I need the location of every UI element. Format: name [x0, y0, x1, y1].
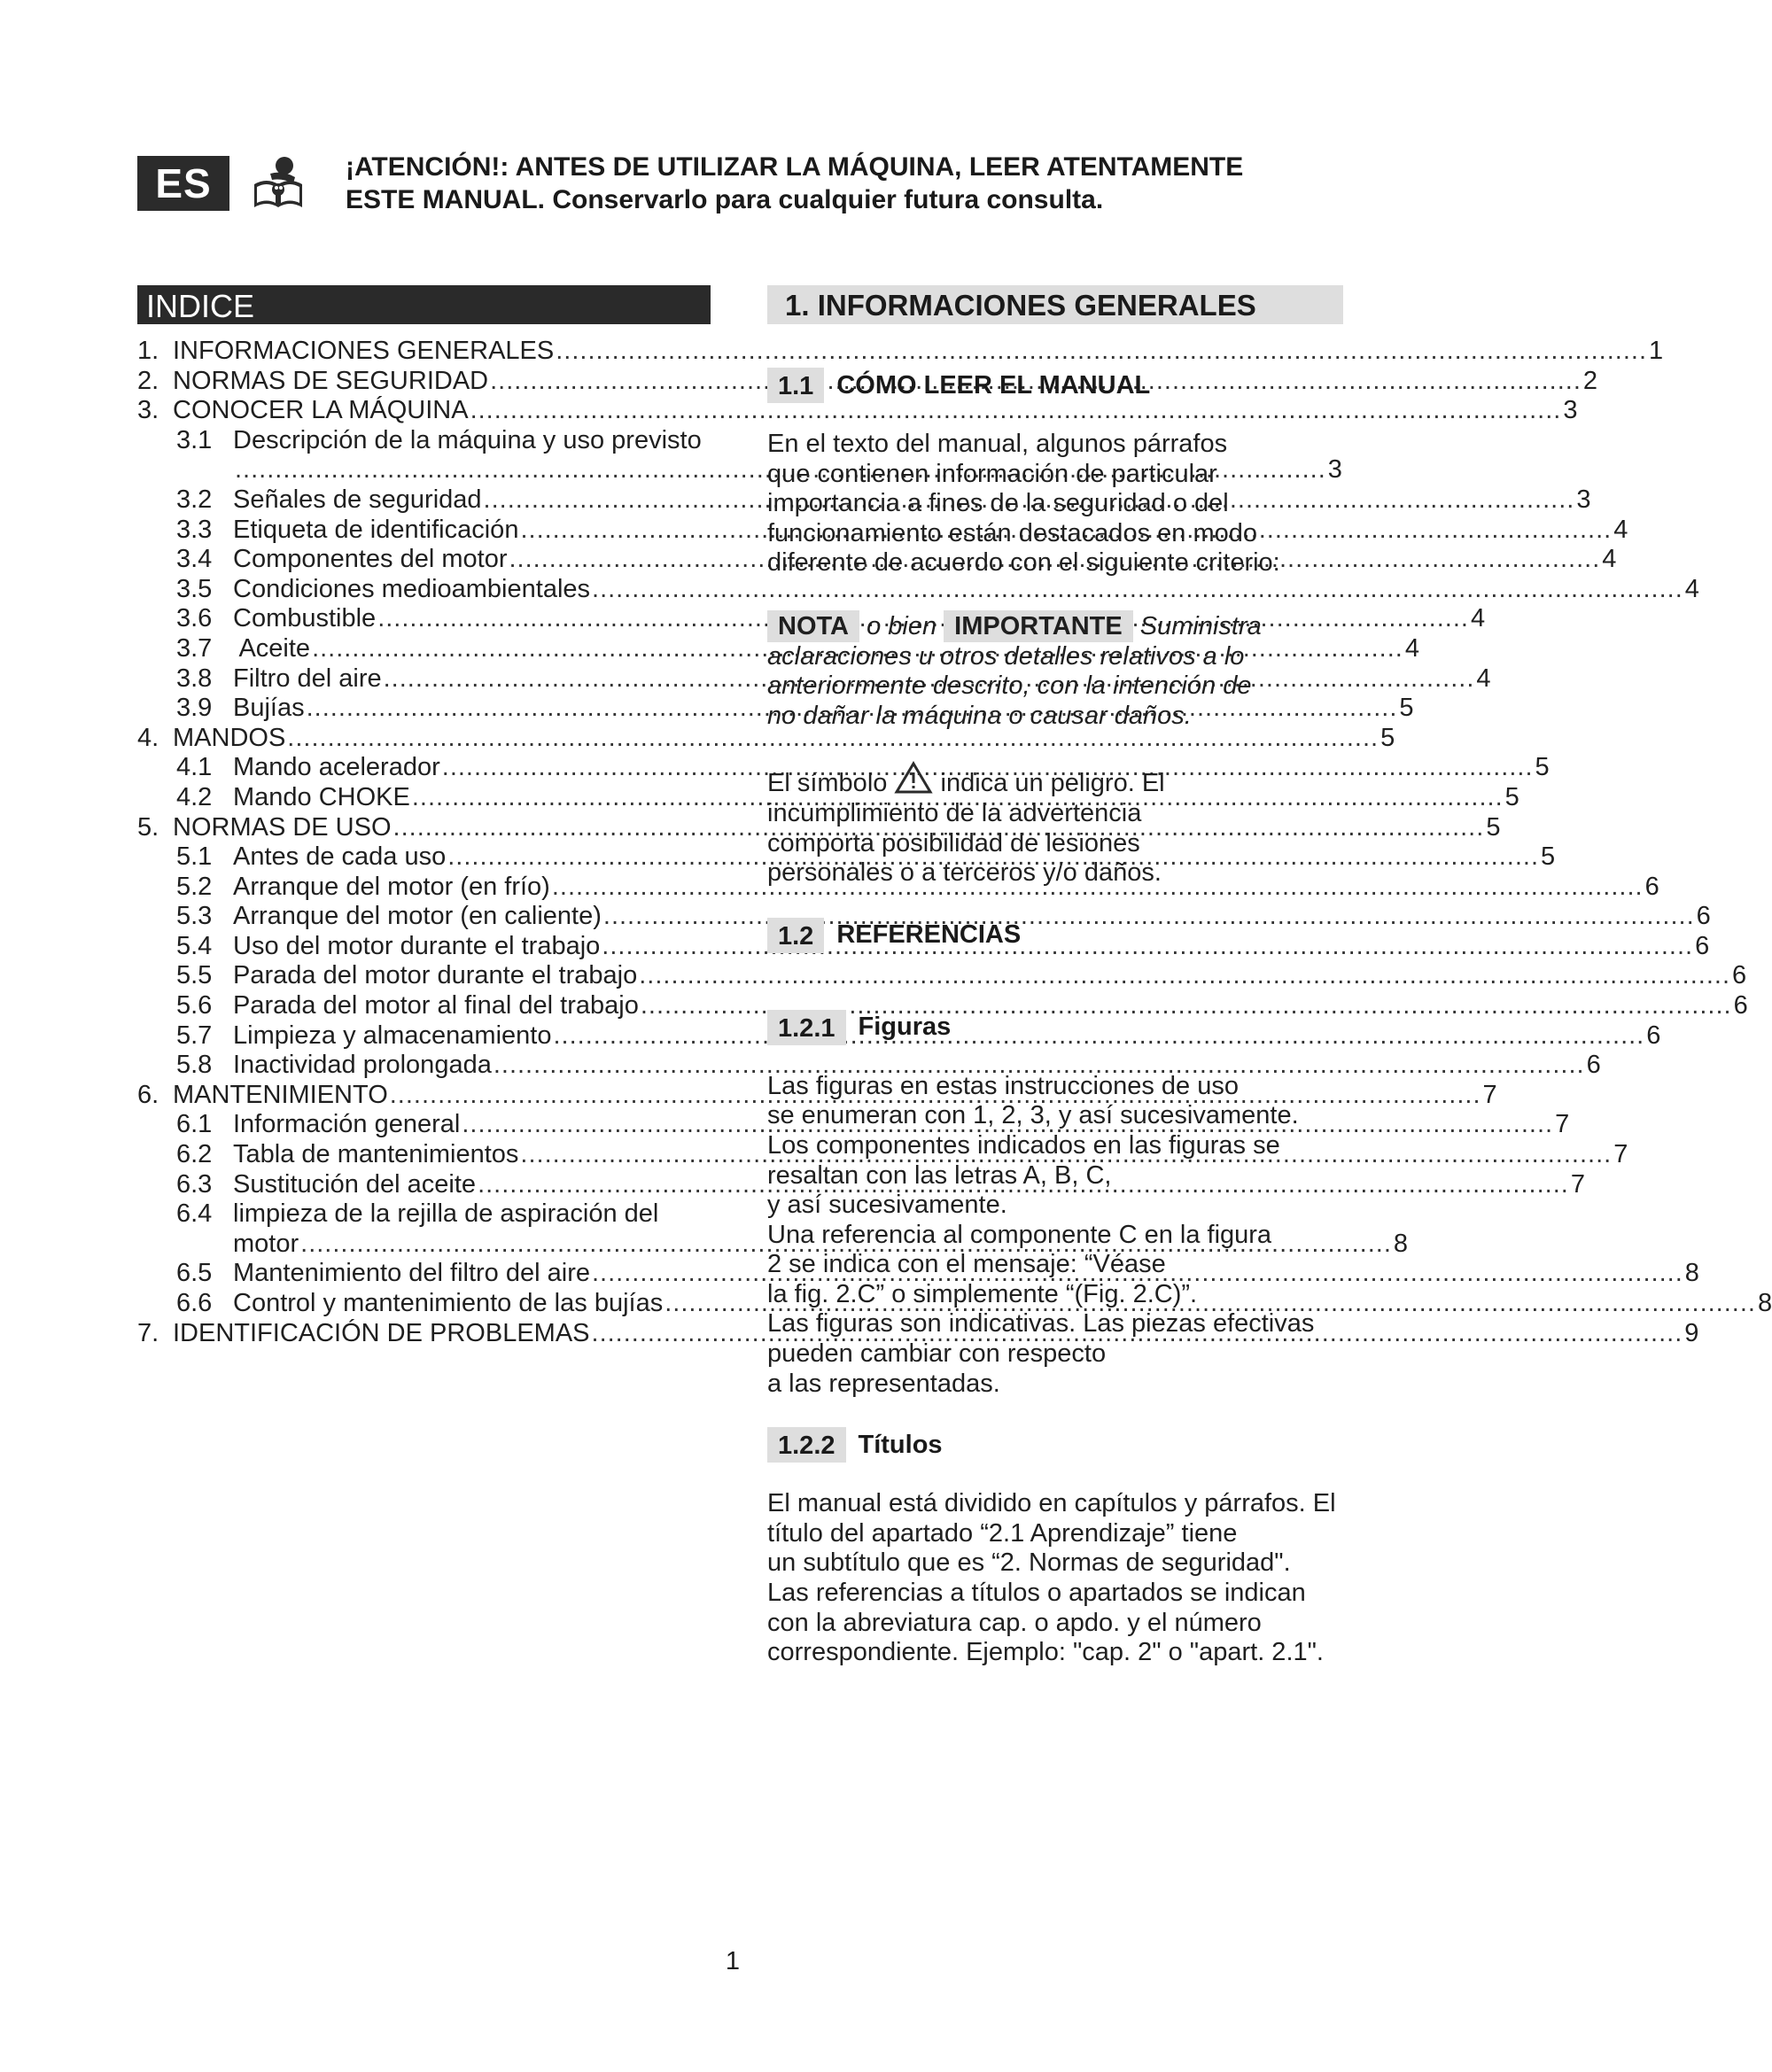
paragraph-line: la fig. 2.C” o simplemente “(Fig. 2.C)”. — [767, 1279, 1198, 1308]
toc-entry-number: 3.3 — [176, 515, 213, 544]
toc-entry-number: 3.8 — [176, 664, 213, 693]
toc-entry-page: 5 — [1486, 812, 1501, 842]
paragraph-line: con la abreviatura cap. o apdo. y el número — [767, 1608, 1262, 1637]
note-line: aclaraciones u otros detalles relativos a lo — [767, 641, 1245, 671]
toc-entry-page: 6 — [1586, 1051, 1601, 1080]
symbol-text-pre: El símbolo — [767, 769, 888, 798]
toc-entry-number: 3.4 — [176, 545, 213, 574]
toc-entry-page: 4 — [1404, 633, 1419, 663]
toc-entry-title: Mando acelerador — [233, 753, 440, 782]
importante-label: IMPORTANTE — [944, 610, 1133, 642]
toc-entry-number: 6.1 — [176, 1110, 213, 1139]
toc-entry-page: 9 — [1684, 1318, 1699, 1347]
subsection-number: 1.1 — [767, 368, 824, 403]
toc-entry-title: Sustitución del aceite — [233, 1169, 477, 1199]
toc-entry-number: 5.1 — [176, 842, 213, 872]
note-paragraph — [767, 612, 1343, 731]
toc-entry-page: 8 — [1393, 1229, 1409, 1258]
toc-entry-number: 4.2 — [176, 782, 213, 811]
toc-entry-page: 3 — [1563, 396, 1578, 425]
toc-entry-title: Condiciones medioambientales — [233, 574, 591, 603]
toc-entry-title: Señales de seguridad — [233, 485, 482, 514]
nota-label: NOTA — [767, 610, 859, 642]
attention-line-2: ESTE MANUAL. Conservarlo para cualquier futura consulta. — [346, 185, 1104, 214]
toc-entry-title: Descripción de la máquina y uso previsto — [233, 425, 702, 454]
toc-entry-title: Arranque del motor (en frío) — [233, 872, 550, 901]
toc-entry-page: 6 — [1644, 872, 1659, 901]
toc-entry-page: 8 — [1757, 1289, 1772, 1317]
paragraph-line: un subtítulo que es “2. Normas de seguridad". — [767, 1548, 1291, 1578]
toc-entry-page: 4 — [1602, 545, 1617, 574]
paragraph-line: y así sucesivamente. — [767, 1191, 1007, 1220]
toc-entry-title: Combustible — [233, 604, 377, 633]
paragraph-line: pueden cambiar con respecto — [767, 1339, 1107, 1369]
toc-entry-page: 6 — [1732, 961, 1747, 990]
danger-symbol-paragraph — [767, 761, 1343, 888]
paragraph-line: diferente de acuerdo con el siguiente criterio: — [767, 548, 1280, 578]
toc-entry-page: 7 — [1570, 1169, 1585, 1199]
toc-entry-title: Uso del motor durante el trabajo — [233, 931, 601, 960]
toc-entry-number: 3.9 — [176, 694, 213, 723]
toc-entry[interactable] — [137, 753, 1550, 783]
toc-entry-page: 3 — [1327, 455, 1342, 485]
toc-entry[interactable] — [137, 426, 711, 456]
toc-entry-number: 4.1 — [176, 753, 213, 782]
toc-entry-title: NORMAS DE SEGURIDAD — [173, 366, 489, 395]
toc-entry[interactable] — [137, 1199, 711, 1230]
paragraph-line: se enumeran con 1, 2, 3, y así sucesivamente. — [767, 1101, 1299, 1130]
o-bien-text: o bien — [867, 611, 937, 640]
toc-entry-title: Aceite — [233, 633, 311, 663]
toc-entry-title: CONOCER LA MÁQUINA — [173, 396, 469, 425]
toc-entry-title: Información general — [233, 1110, 461, 1139]
toc-entry-number: 3.6 — [176, 604, 213, 633]
toc-entry-number: 6.4 — [176, 1199, 213, 1229]
paragraph-line: a las representadas. — [767, 1369, 1000, 1398]
toc-entry-title: Tabla de mantenimientos — [233, 1140, 519, 1169]
figures-paragraph — [767, 1072, 1343, 1400]
toc-entry[interactable] — [137, 1051, 1601, 1081]
toc-entry-number: 4. — [137, 723, 159, 752]
toc-entry-number: 6. — [137, 1080, 159, 1109]
toc-entry-title: MANDOS — [173, 723, 286, 752]
toc-entry-page: 6 — [1733, 991, 1748, 1020]
toc-entry-number: 5.4 — [176, 931, 213, 960]
subsection-number: 1.2.2 — [767, 1427, 846, 1463]
toc-entry-title: Control y mantenimiento de las bujías — [233, 1289, 664, 1317]
toc-entry-page: 8 — [1684, 1259, 1699, 1288]
subsection-title: Títulos — [858, 1430, 943, 1459]
toc-entry-page: 5 — [1504, 782, 1519, 811]
toc-entry-title: Bujías — [233, 694, 305, 723]
toc-entry-title: MANTENIMIENTO — [173, 1080, 388, 1109]
toc-entry-title: Arranque del motor (en caliente) — [233, 902, 602, 931]
toc-entry-page: 4 — [1470, 604, 1486, 633]
toc-entry-page: 4 — [1476, 664, 1491, 693]
paragraph-line: 2 se indica con el mensaje: “Véase — [767, 1250, 1166, 1279]
attention-notice — [346, 151, 1338, 216]
paragraph-line: resaltan con las letras A, B, C, — [767, 1160, 1112, 1190]
subsection-title: Figuras — [858, 1013, 952, 1042]
subsection-1-2-1-heading — [767, 1010, 1343, 1045]
section-1-title: 1. INFORMACIONES GENERALES — [767, 285, 1343, 324]
toc-entry-page: 5 — [1541, 842, 1556, 872]
note-text-start: Suministra — [1139, 611, 1262, 640]
toc-entry[interactable] — [137, 723, 1395, 754]
toc-entry-number: 5.3 — [176, 902, 213, 931]
toc-entry-number: 3. — [137, 396, 159, 425]
toc-entry-page: 7 — [1613, 1140, 1628, 1169]
toc-entry-title: Limpieza y almacenamiento — [233, 1020, 552, 1050]
page-number: 1 — [725, 1947, 741, 1975]
paragraph-line: funcionamiento están destacados en modo — [767, 518, 1257, 547]
paragraph-line: título del apartado “2.1 Aprendizaje” tiene — [767, 1518, 1238, 1548]
toc-entry-page: 3 — [1576, 485, 1591, 514]
toc-entry-page: 5 — [1399, 694, 1414, 723]
paragraph-line: Las figuras en estas instrucciones de uso — [767, 1071, 1239, 1100]
toc-entry[interactable] — [137, 961, 1747, 991]
subsection-1-1-heading — [767, 368, 1343, 403]
toc-entry-title: INFORMACIONES GENERALES — [173, 337, 555, 365]
subsection-title: CÓMO LEER EL MANUAL — [836, 370, 1151, 400]
toc-entry-page: 2 — [1582, 366, 1598, 395]
toc-entry-title: Etiqueta de identificación — [233, 515, 519, 544]
paragraph-line: El manual está dividido en capítulos y párrafos. El — [767, 1489, 1336, 1518]
toc-entry-title: limpieza de la rejilla de aspiración del — [233, 1199, 659, 1229]
paragraph-line: Las figuras son indicativas. Las piezas efectivas — [767, 1309, 1315, 1339]
how-to-read-paragraph — [767, 430, 1343, 578]
toc-entry-number: 2. — [137, 366, 159, 395]
toc-entry-page: 4 — [1613, 515, 1628, 544]
toc-entry[interactable] — [137, 574, 1699, 605]
toc-entry-number: 6.3 — [176, 1169, 213, 1199]
paragraph-line: correspondiente. Ejemplo: "cap. 2" o "apart. 2.1". — [767, 1638, 1324, 1667]
paragraph-line: personales o a terceros y/o daños. — [767, 858, 1162, 888]
toc-entry-number: 5.8 — [176, 1051, 213, 1080]
toc-entry-title: Parada del motor al final del trabajo — [233, 991, 639, 1020]
language-badge: ES — [137, 156, 229, 211]
paragraph-line: incumplimiento de la advertencia — [767, 798, 1142, 827]
toc-entry-page: 7 — [1482, 1080, 1497, 1109]
book-reader-icon — [249, 154, 307, 211]
subsection-title: REFERENCIAS — [836, 920, 1022, 950]
toc-entry-title: Componentes del motor — [233, 545, 508, 574]
toc-entry-page: 6 — [1696, 902, 1711, 931]
toc-entry-page: 5 — [1535, 753, 1550, 782]
toc-entry-title-continuation: motor — [233, 1229, 299, 1258]
subsection-1-2-2-heading — [767, 1427, 1343, 1463]
toc-entry-number: 3.5 — [176, 574, 213, 603]
toc-entry-title: Inactividad prolongada — [233, 1051, 492, 1080]
note-line: anteriormente descrito, con la intención de — [767, 671, 1252, 701]
toc-entry-page: 1 — [1649, 337, 1664, 365]
toc-entry-number: 5.5 — [176, 961, 213, 990]
toc-entry[interactable] — [137, 991, 1748, 1021]
paragraph-line: que contienen información de particular — [767, 459, 1217, 488]
toc-entry-number: 5.6 — [176, 991, 213, 1020]
toc-entry-number: 6.6 — [176, 1289, 213, 1317]
toc-entry-number: 5.7 — [176, 1020, 213, 1050]
toc-entry-page: 6 — [1646, 1020, 1661, 1050]
toc-entry-title: IDENTIFICACIÓN DE PROBLEMAS — [173, 1318, 590, 1347]
symbol-first-line — [767, 761, 1343, 799]
toc-entry-title: Mantenimiento del filtro del aire — [233, 1259, 590, 1288]
symbol-text-post: indica un peligro. El — [940, 769, 1165, 798]
toc-entry-number: 3.7 — [176, 633, 213, 663]
toc-entry-page: 4 — [1684, 574, 1699, 603]
toc-entry-page: 5 — [1380, 723, 1395, 752]
subsection-number: 1.2 — [767, 918, 824, 953]
toc-entry-page: 6 — [1695, 931, 1710, 960]
toc-entry-page: 7 — [1555, 1110, 1570, 1139]
paragraph-line: Los componentes indicados en las figuras se — [767, 1130, 1280, 1160]
toc-entry[interactable] — [137, 337, 1664, 367]
toc-entry-number: 3.2 — [176, 485, 213, 514]
toc-entry-number: 3.1 — [176, 425, 213, 454]
paragraph-line: Las referencias a títulos o apartados se indican — [767, 1579, 1306, 1608]
toc-entry-number: 6.2 — [176, 1140, 213, 1169]
toc-entry-number: 6.5 — [176, 1259, 213, 1288]
toc-entry[interactable] — [137, 902, 1711, 932]
toc-entry-number: 7. — [137, 1318, 159, 1347]
attention-line-1: ¡ATENCIÓN!: ANTES DE UTILIZAR LA MÁQUINA, LEER ATENTAMENTE — [346, 152, 1244, 182]
subsection-1-2-heading — [767, 918, 1343, 953]
paragraph-line: Una referencia al componente C en la figura — [767, 1220, 1272, 1249]
toc-entry-title: NORMAS DE USO — [173, 812, 392, 842]
note-first-line — [767, 612, 1343, 642]
section-general-information — [767, 285, 1343, 1668]
warning-triangle-icon — [894, 761, 933, 795]
toc-title: INDICE — [137, 285, 711, 324]
paragraph-line: En el texto del manual, algunos párrafos — [767, 430, 1228, 458]
toc-entry-number: 5. — [137, 812, 159, 842]
toc-entry-title: Filtro del aire — [233, 664, 382, 693]
toc-entry-number: 1. — [137, 337, 159, 365]
titles-paragraph — [767, 1489, 1343, 1668]
toc-entry-title: Antes de cada uso — [233, 842, 447, 872]
subsection-number: 1.2.1 — [767, 1010, 846, 1045]
toc-entry-title: Mando CHOKE — [233, 782, 410, 811]
paragraph-line: comporta posibilidad de lesiones — [767, 828, 1140, 858]
toc-entry[interactable] — [137, 396, 1578, 426]
note-line: no dañar la máquina o causar daños. — [767, 701, 1192, 730]
toc-entry-title: Parada del motor durante el trabajo — [233, 961, 638, 990]
toc-entry-number: 5.2 — [176, 872, 213, 901]
paragraph-line: importancia a fines de la seguridad o del — [767, 489, 1229, 518]
